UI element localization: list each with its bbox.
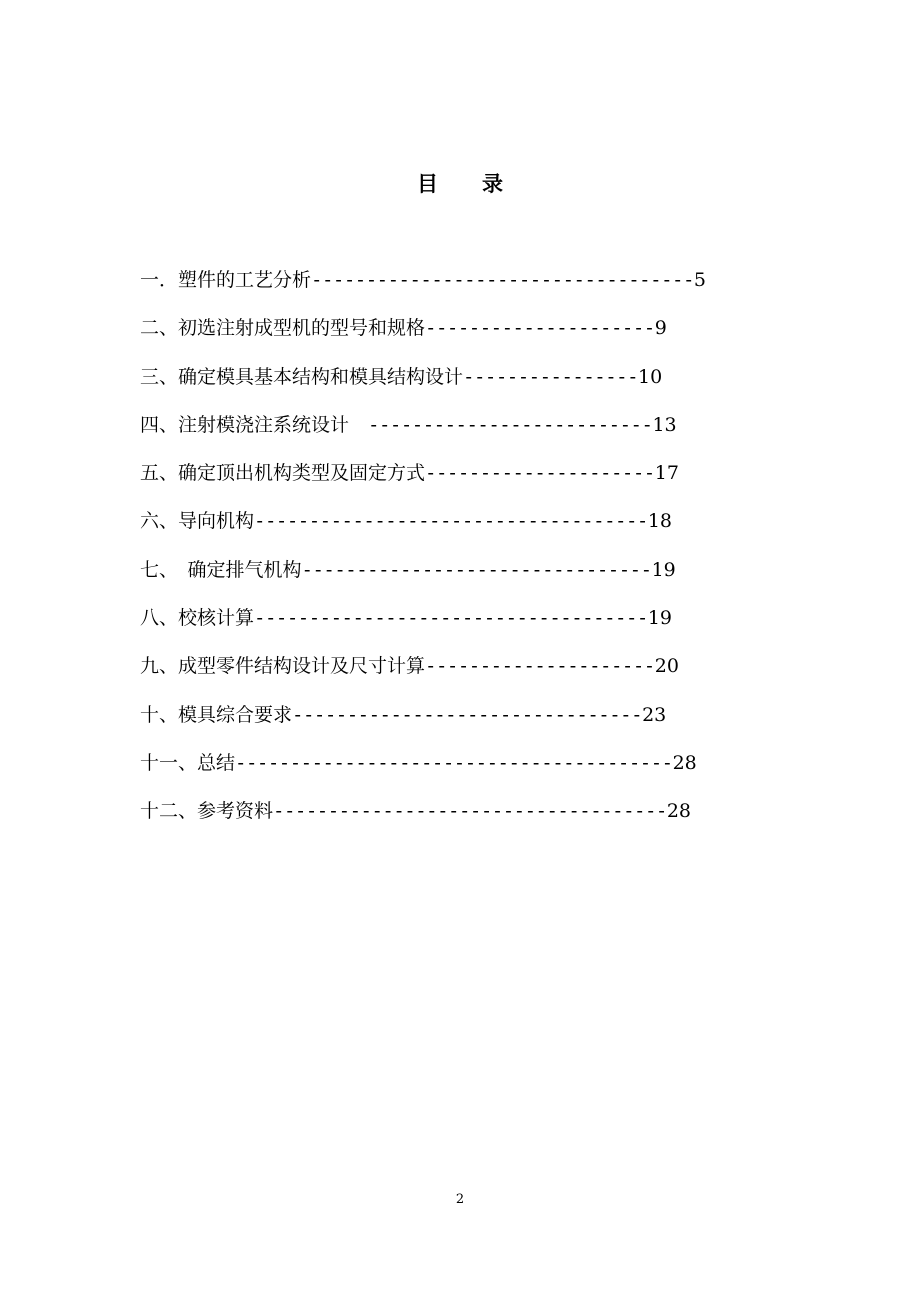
toc-entry[interactable] (140, 359, 710, 407)
toc-entry-label: 四、注射模浇注系统设计 (140, 413, 369, 436)
toc-entry-label: 七、 确定排气机构 (140, 558, 302, 581)
toc-entry-label: 十、模具综合要求 (140, 703, 293, 726)
toc-entry[interactable] (140, 745, 710, 793)
toc-entry-page: 13 (652, 413, 677, 436)
toc-entry-label: 十一、总结 (140, 751, 236, 774)
toc-entry-leader: --------------------- (425, 317, 655, 340)
toc-entry-page: 19 (651, 558, 676, 581)
toc-entry-label: 二、初选注射成型机的型号和规格 (140, 317, 426, 340)
toc-entry-page: 20 (654, 655, 679, 678)
toc-entry-page: 28 (666, 800, 692, 823)
toc-entry-leader: --------------------- (425, 655, 655, 678)
toc-entry-page: 10 (638, 365, 663, 388)
toc-entry-label: 三、确定模具基本结构和模具结构设计 (140, 365, 464, 388)
toc-entry-page: 23 (642, 703, 667, 726)
toc-entry[interactable] (140, 552, 710, 600)
toc-entry[interactable] (140, 503, 710, 551)
title-char-2: 录 (482, 171, 503, 196)
toc-entry[interactable] (140, 407, 710, 455)
toc-entry-page: 17 (654, 462, 679, 485)
toc-entry-label: 九、成型零件结构设计及尺寸计算 (140, 655, 426, 678)
toc-entry[interactable] (140, 793, 710, 841)
toc-entry-page: 28 (672, 751, 697, 774)
toc-entry-label: 八、校核计算 (140, 607, 255, 630)
toc-entry-page: 9 (654, 317, 667, 340)
toc-entry-leader: -------------------------------- (301, 558, 652, 581)
toc-entry[interactable] (140, 455, 710, 503)
toc-entry-leader: ----------------------------------- (311, 269, 694, 291)
toc-entry-label: 六、导向机构 (140, 510, 255, 533)
toc-entry[interactable] (140, 262, 710, 310)
toc-entry-leader: ---------------- (463, 365, 639, 388)
toc-entry-label: 五、确定顶出机构类型及固定方式 (140, 462, 426, 485)
toc-entry[interactable] (140, 648, 710, 696)
page-title (0, 168, 920, 198)
toc-entry-leader: ------------------------------------ (254, 510, 648, 533)
toc-entry-page: 18 (647, 510, 673, 533)
table-of-contents (140, 262, 710, 842)
toc-entry-leader: ---------------------------------------- (235, 751, 673, 774)
toc-entry[interactable] (140, 310, 710, 358)
toc-entry-leader: ------------------------------------ (273, 800, 667, 823)
toc-entry-leader: ------------------------------------ (254, 607, 648, 630)
page-number: 2 (455, 1192, 465, 1207)
toc-entry-leader: --------------------- (425, 462, 655, 485)
toc-entry-leader: -------------------------- (368, 413, 653, 436)
toc-entry[interactable] (140, 697, 710, 745)
toc-entry-label: 一．塑件的工艺分析 (140, 269, 312, 291)
toc-entry[interactable] (140, 600, 710, 648)
toc-entry-label: 十二、参考资料 (140, 800, 274, 823)
toc-entry-page: 19 (647, 607, 673, 630)
toc-entry-leader: -------------------------------- (292, 703, 643, 726)
toc-entry-page: 5 (693, 269, 706, 291)
title-char-1: 目 (417, 171, 438, 196)
